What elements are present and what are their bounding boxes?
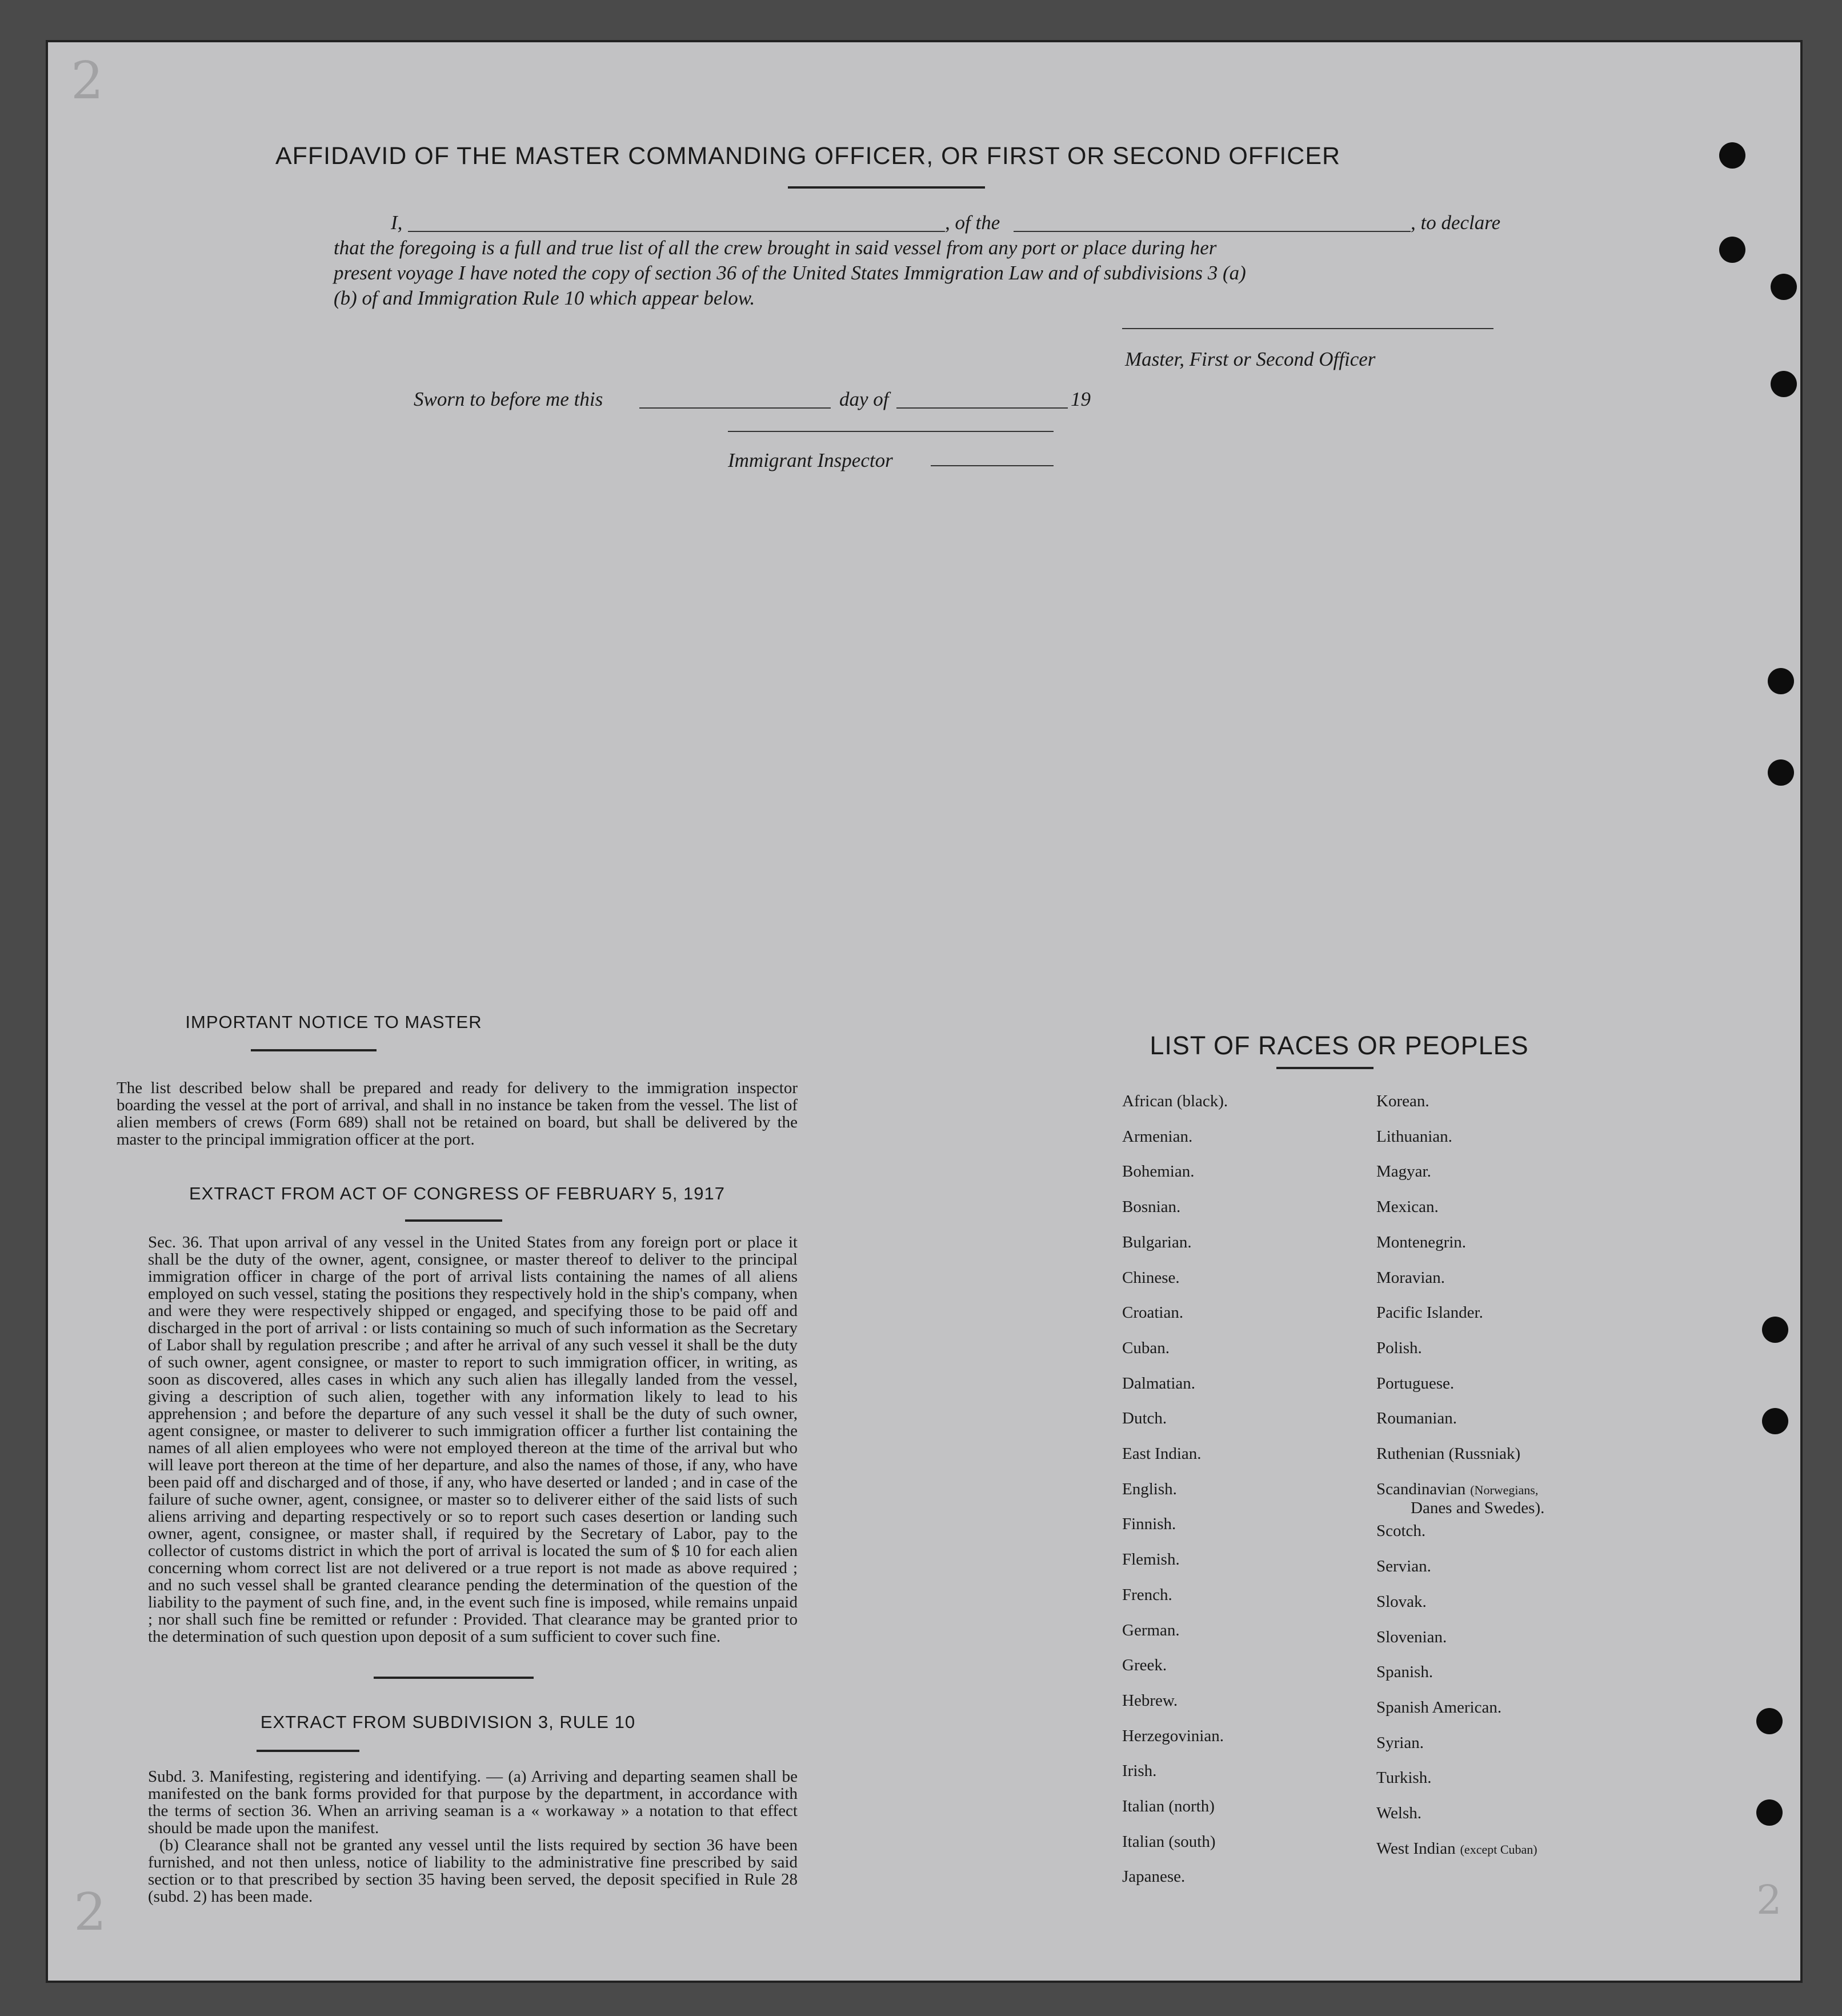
title-rule: [788, 186, 985, 189]
document-sheet: [46, 40, 1803, 1983]
race-item: Dalmatian.: [1122, 1374, 1196, 1393]
race-item: [1376, 1374, 1454, 1393]
race-item: [1376, 1663, 1433, 1682]
race-label: Roumanian.: [1376, 1409, 1457, 1427]
inspector-trailing-line: [931, 465, 1054, 466]
notice-title: IMPORTANT NOTICE TO MASTER: [185, 1012, 482, 1032]
sworn-day-label: day of: [839, 388, 889, 410]
race-note: (Norwegians,: [1470, 1483, 1539, 1497]
race-label: Lithuanian.: [1376, 1127, 1452, 1146]
race-item: [1376, 1698, 1501, 1717]
race-label: Turkish.: [1376, 1769, 1432, 1787]
race-item: [1376, 1839, 1537, 1858]
punch-hole: [1719, 142, 1745, 169]
race-item: [1376, 1162, 1431, 1181]
act-title: EXTRACT FROM ACT OF CONGRESS OF FEBRUARY 5, 1917: [189, 1183, 726, 1203]
race-item: Armenian.: [1122, 1127, 1193, 1146]
race-label: West Indian: [1376, 1839, 1456, 1858]
race-label: Welsh.: [1376, 1804, 1422, 1822]
race-note: (except Cuban): [1460, 1842, 1537, 1857]
race-item: [1376, 1303, 1483, 1322]
race-item: Bohemian.: [1122, 1162, 1195, 1181]
vessel-blank: [1014, 231, 1411, 232]
race-item: Bulgarian.: [1122, 1233, 1192, 1251]
race-label: Mexican.: [1376, 1198, 1439, 1216]
race-item: [1376, 1804, 1421, 1823]
race-label: Syrian.: [1376, 1734, 1424, 1752]
race-item: [1376, 1593, 1427, 1611]
affidavit-line2: that the foregoing is a full and true list of all the crew brought in said vessel from any port or place during her: [334, 237, 1217, 259]
race-item: Chinese.: [1122, 1269, 1180, 1287]
race-item: [1376, 1557, 1431, 1576]
race-label: Pacific Islander.: [1376, 1303, 1483, 1322]
race-item: East Indian.: [1122, 1445, 1202, 1463]
race-item: Herzegovinian.: [1122, 1727, 1224, 1745]
race-item: French.: [1122, 1586, 1172, 1604]
race-item: [1376, 1233, 1466, 1252]
notice-rule: [251, 1049, 377, 1051]
race-item: [1376, 1198, 1439, 1217]
punch-hole: [1756, 1799, 1783, 1826]
punch-hole: [1719, 237, 1745, 263]
inspector-label: Immigrant Inspector: [728, 449, 893, 471]
month-blank: [896, 407, 1068, 409]
race-label: Moravian.: [1376, 1269, 1445, 1287]
act-end-rule: [374, 1677, 534, 1679]
race-item: Bosnian.: [1122, 1198, 1181, 1216]
sworn-line: [414, 388, 1214, 413]
affidavit-title: AFFIDAVID OF THE MASTER COMMANDING OFFICER, OR FIRST OR SECOND OFFICER: [275, 142, 1341, 170]
act-body: Sec. 36. That upon arrival of any vessel in the United States from any foreign port or place it shall be the duty of the owner, agent, consignee, or master thereof to deliver to the principal immigration officer in charge of the port of arrival lists containing the names of all aliens employed on such vessel, stating the positions they respectively hold in the ship's company, when and were they were respectively shipped or engaged, and specifying those to be paid off and discharged in the port of arrival : or lists containing so much of such information as the Secretary of Labor shall by regulation prescribe ; and after he arrival of any such vessel it shall be the duty of such owner, agent consignee, or master to report to such immigration officer, in writing, as soon as discovered, alles cases in which any such alien has illegally landed from the vessel, giving a description of such alien, together with any information likely to lead to his apprehension ; and before the departure of any such vessel it shall be the duty of such owner, agent consignee, or master to deliverer to such immigration officer a further list containing the names of all alien employees who were not employed thereon at the time of the arrival but who will leave port thereon at the time of her departure, and also the names of those, if any, who have been paid off and discharged and of those, if any, who have deserted or landed ; and in case of the failure of suche owner, agent, consignee, or master so to deliverer either of the said lists of such aliens arriving and departing respectively or so to report such cases desertion or landing such owner, agent, consignee, or master shall, if required by the Secretary of Labor, pay to the collector of customs district in which the port of arrival is located the sum of $ 10 for each alien concerning whom correct list are not delivered or a true report is not made as above required ; and no such vessel shall be granted clearance pending the determination of the question of the liability to the payment of such fine, and, in the event such fine is imposed, while remains unpaid ; nor shall such fine be remitted or refunder : Provided. That clearance may be granted prior to the determination of such question upon deposit of a sum sufficient to cover such fine.: [148, 1233, 798, 1646]
race-item: Dutch.: [1122, 1409, 1167, 1427]
punch-hole: [1771, 371, 1797, 397]
race-item: [1376, 1127, 1452, 1146]
race-label: Korean.: [1376, 1092, 1429, 1110]
day-blank: [639, 407, 831, 409]
race-label: Slovak.: [1376, 1593, 1427, 1611]
act-rule: [405, 1219, 502, 1222]
race-item: Cuban.: [1122, 1339, 1170, 1357]
race-item: [1376, 1769, 1431, 1787]
page-number-bottom-right: 2: [1756, 1877, 1782, 1923]
race-item: [1376, 1092, 1429, 1111]
race-item: Italian (north): [1122, 1797, 1215, 1815]
rule-title-rule: [257, 1750, 359, 1752]
race-label: Scandinavian: [1376, 1480, 1466, 1498]
races-rule: [1276, 1067, 1374, 1069]
race-item: Croatian.: [1122, 1303, 1184, 1322]
race-item: [1376, 1522, 1425, 1541]
affidavit-i-label: I,: [391, 211, 403, 234]
race-label: Montenegrin.: [1376, 1233, 1467, 1251]
race-item: Irish.: [1122, 1762, 1157, 1780]
race-label: Magyar.: [1376, 1162, 1431, 1181]
punch-hole: [1771, 274, 1797, 300]
sworn-prefix: Sworn to before me this: [414, 388, 603, 410]
punch-hole: [1762, 1408, 1788, 1434]
punch-hole: [1756, 1708, 1783, 1734]
race-label: Polish.: [1376, 1339, 1422, 1357]
race-label: Scotch.: [1376, 1522, 1426, 1540]
race-item: [1376, 1409, 1457, 1428]
race-item: Finnish.: [1122, 1515, 1176, 1533]
race-note: Danes and Swedes).: [1411, 1499, 1545, 1517]
race-item: [1376, 1339, 1422, 1358]
punch-hole: [1768, 759, 1794, 786]
rule-body-b: (b) Clearance shall not be granted any vessel until the lists required by section 36 have been furnished, and not then unless, notice of liability to the administrative fine prescribed by said section or to that prescribed by section 35 having been served, the deposit specified in Rule 28 (subd. 2) has been made.: [148, 1836, 798, 1906]
race-item: [1376, 1628, 1447, 1647]
race-label: Ruthenian (Russniak): [1376, 1445, 1521, 1463]
signature-line: [1122, 328, 1493, 329]
race-item: [1376, 1734, 1424, 1753]
rule-body-a: Subd. 3. Manifesting, registering and identifying. — (a) Arriving and departing seamen shall be manifested on the bank forms provided for that purpose by the department, in accordance with the terms of section 36. When an arriving seaman is a « workaway » a notation to that effect should be made upon the manifest.: [148, 1767, 798, 1837]
race-item: Italian (south): [1122, 1833, 1216, 1851]
race-item: [1376, 1445, 1520, 1463]
notice-body: The list described below shall be prepared and ready for delivery to the immigration inspector boarding the vessel at the port of arrival, and shall in no instance be taken from the vessel. The list of alien members of crews (Form 689) shall not be retained on board, but shall be delivered by the master to the principal immigration officer at the port.: [117, 1079, 798, 1149]
page-number-top: 2: [71, 51, 104, 111]
punch-hole: [1762, 1317, 1788, 1343]
affidavit-line3: present voyage I have noted the copy of section 36 of the United States Immigration Law and of subdivisions 3 (a): [334, 262, 1246, 284]
race-label: Spanish.: [1376, 1663, 1433, 1681]
race-item: Japanese.: [1122, 1867, 1186, 1886]
affidavit-of-the-label: , of the: [945, 211, 1000, 234]
rule-title: EXTRACT FROM SUBDIVISION 3, RULE 10: [260, 1712, 636, 1732]
race-label: Servian.: [1376, 1557, 1431, 1575]
race-item: German.: [1122, 1621, 1180, 1639]
race-label: Slovenian.: [1376, 1628, 1447, 1646]
race-label: Portuguese.: [1376, 1374, 1455, 1393]
race-item: African (black).: [1122, 1092, 1228, 1110]
affidavit-line4: (b) of and Immigration Rule 10 which appear below.: [334, 287, 755, 309]
affidavit-line1: [334, 211, 1533, 237]
page-number-bottom-left: 2: [74, 1882, 107, 1942]
punch-hole: [1768, 668, 1794, 694]
race-item: Hebrew.: [1122, 1691, 1178, 1710]
race-item: Flemish.: [1122, 1550, 1180, 1569]
sworn-year-label: 19: [1071, 388, 1091, 410]
race-label: Spanish American.: [1376, 1698, 1502, 1717]
signature-label: Master, First or Second Officer: [1125, 348, 1376, 370]
race-item: English.: [1122, 1480, 1177, 1498]
inspector-signature-line: [728, 431, 1054, 432]
affidavit-declare-label: , to declare: [1411, 211, 1501, 234]
race-item: [1376, 1480, 1544, 1518]
race-item: [1376, 1269, 1445, 1287]
race-item: Greek.: [1122, 1656, 1167, 1674]
races-title: LIST OF RACES OR PEOPLES: [1150, 1031, 1529, 1060]
name-blank: [408, 231, 945, 232]
